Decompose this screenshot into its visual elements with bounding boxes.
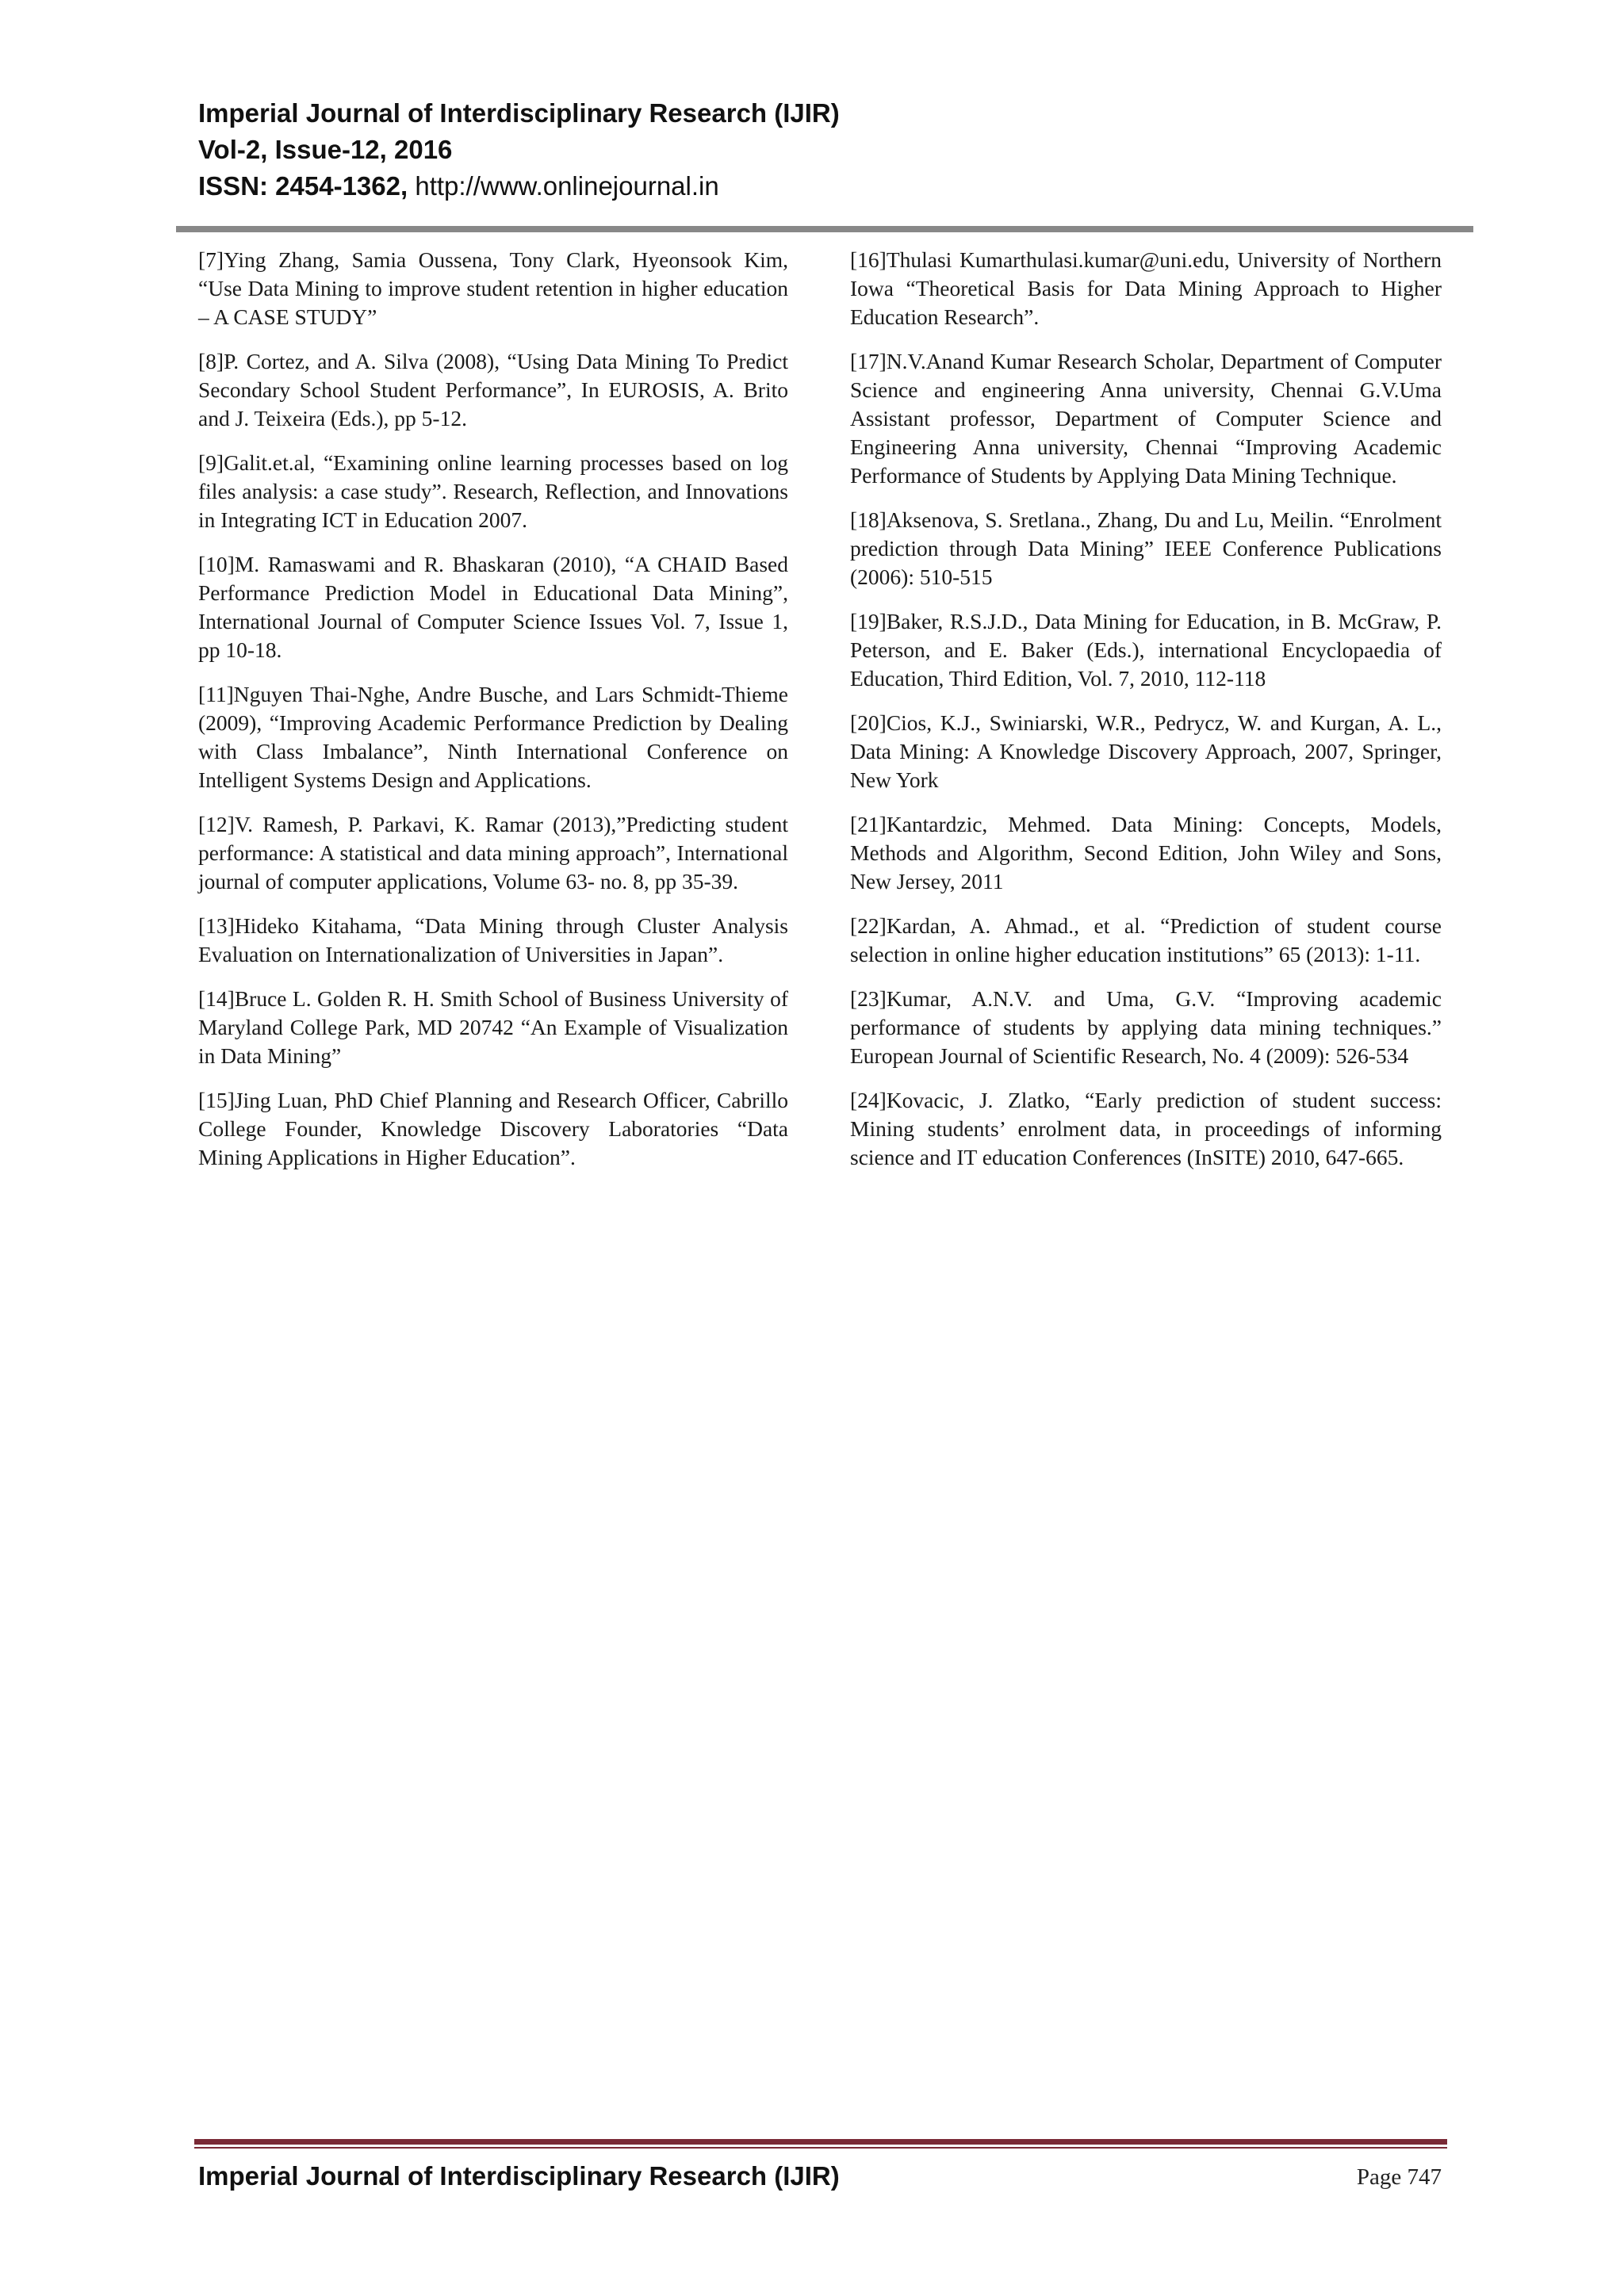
page-number: Page 747 xyxy=(1356,2164,1442,2190)
reference-item-9: [9]Galit.et.al, “Examining online learning processes based on log files analysis: a case study”. Research, Reflection, and Innovations in Integrating ICT in Education 2007. xyxy=(198,450,788,532)
reference-item-20: [20]Cios, K.J., Swiniarski, W.R., Pedrycz, W. and Kurgan, A. L., Data Mining: A Knowledge Discovery Approach, 2007, Springer, New York xyxy=(850,710,1442,792)
footer-journal-title: Imperial Journal of Interdisciplinary Research (IJIR) xyxy=(198,2161,840,2191)
footer-divider xyxy=(194,2139,1447,2145)
reference-item-15: [15]Jing Luan, PhD Chief Planning and Research Officer, Cabrillo College Founder, Knowledge Discovery Laboratories “Data Mining Applications in Higher Education”. xyxy=(198,1088,788,1169)
header-journal-title: Imperial Journal of Interdisciplinary Research (IJIR) xyxy=(198,98,840,128)
reference-item-8: [8]P. Cortez, and A. Silva (2008), “Using Data Mining To Predict Secondary School Student Performance”, In EUROSIS, A. Brito and J. Teixeira (Eds.), pp 5-12. xyxy=(198,349,788,430)
reference-item-21: [21]Kantardzic, Mehmed. Data Mining: Concepts, Models, Methods and Algorithm, Second Edition, John Wiley and Sons, New Jersey, 2011 xyxy=(850,812,1442,894)
header-issn: ISSN: 2454-1362, xyxy=(198,171,408,201)
reference-item-10: [10]M. Ramaswami and R. Bhaskaran (2010), “A CHAID Based Performance Prediction Model in Educational Data Mining”, International Journal of Computer Science Issues Vol. 7, Issue 1, pp 10-18. xyxy=(198,552,788,662)
header-divider xyxy=(176,226,1473,232)
reference-item-13: [13]Hideko Kitahama, “Data Mining through Cluster Analysis Evaluation on Internationalization of Universities in Japan”. xyxy=(198,913,788,966)
reference-item-22: [22]Kardan, A. Ahmad., et al. “Prediction of student course selection in online higher education institutions” 65 (2013): 1-11. xyxy=(850,913,1442,966)
reference-item-18: [18]Aksenova, S. Sretlana., Zhang, Du and Lu, Meilin. “Enrolment prediction through Data Mining” IEEE Conference Publications (2006): 510-515 xyxy=(850,507,1442,589)
reference-item-11: [11]Nguyen Thai-Nghe, Andre Busche, and Lars Schmidt-Thieme (2009), “Improving Academic Performance Prediction by Dealing with Class Imbalance”, Ninth International Conference on Intelligent Systems Design and Applications. xyxy=(198,682,788,792)
reference-item-7: [7]Ying Zhang, Samia Oussena, Tony Clark, Hyeonsook Kim, “Use Data Mining to improve student retention in higher education – A CASE STUDY” xyxy=(198,247,788,329)
reference-item-24: [24]Kovacic, J. Zlatko, “Early prediction of student success: Mining students’ enrolment data, in proceedings of informing science and IT education Conferences (InSITE) 2010, 647-665. xyxy=(850,1088,1442,1169)
reference-item-12: [12]V. Ramesh, P. Parkavi, K. Ramar (2013),”Predicting student performance: A statistical and data mining approach”, International journal of computer applications, Volume 63- no. 8, pp 35-39. xyxy=(198,812,788,894)
footer-divider-thin xyxy=(194,2147,1447,2149)
header-volume-issue: Vol-2, Issue-12, 2016 xyxy=(198,135,453,164)
header-url: http://www.onlinejournal.in xyxy=(408,171,719,201)
reference-item-19: [19]Baker, R.S.J.D., Data Mining for Education, in B. McGraw, P. Peterson, and E. Baker (Eds.), international Encyclopaedia of Education, Third Edition, Vol. 7, 2010, 112-118 xyxy=(850,609,1442,691)
reference-item-14: [14]Bruce L. Golden R. H. Smith School of Business University of Maryland College Park, MD 20742 “An Example of Visualization in Data Mining” xyxy=(198,986,788,1068)
page-header xyxy=(198,95,1467,205)
reference-item-17: [17]N.V.Anand Kumar Research Scholar, Department of Computer Science and engineering Anna university, Chennai G.V.Uma Assistant professor, Department of Computer Science and Engineering Anna university, Chennai “Improving Academic Performance of Students by Applying Data Mining Technique. xyxy=(850,349,1442,488)
references-left-column xyxy=(198,246,788,1188)
references-right-column xyxy=(850,246,1442,1188)
reference-item-23: [23]Kumar, A.N.V. and Uma, G.V. “Improving academic performance of students by applying data mining techniques.” European Journal of Scientific Research, No. 4 (2009): 526-534 xyxy=(850,986,1442,1068)
reference-item-16: [16]Thulasi Kumarthulasi.kumar@uni.edu, University of Northern Iowa “Theoretical Basis for Data Mining Approach to Higher Education Research”. xyxy=(850,247,1442,329)
header-issn-line xyxy=(198,168,1467,205)
